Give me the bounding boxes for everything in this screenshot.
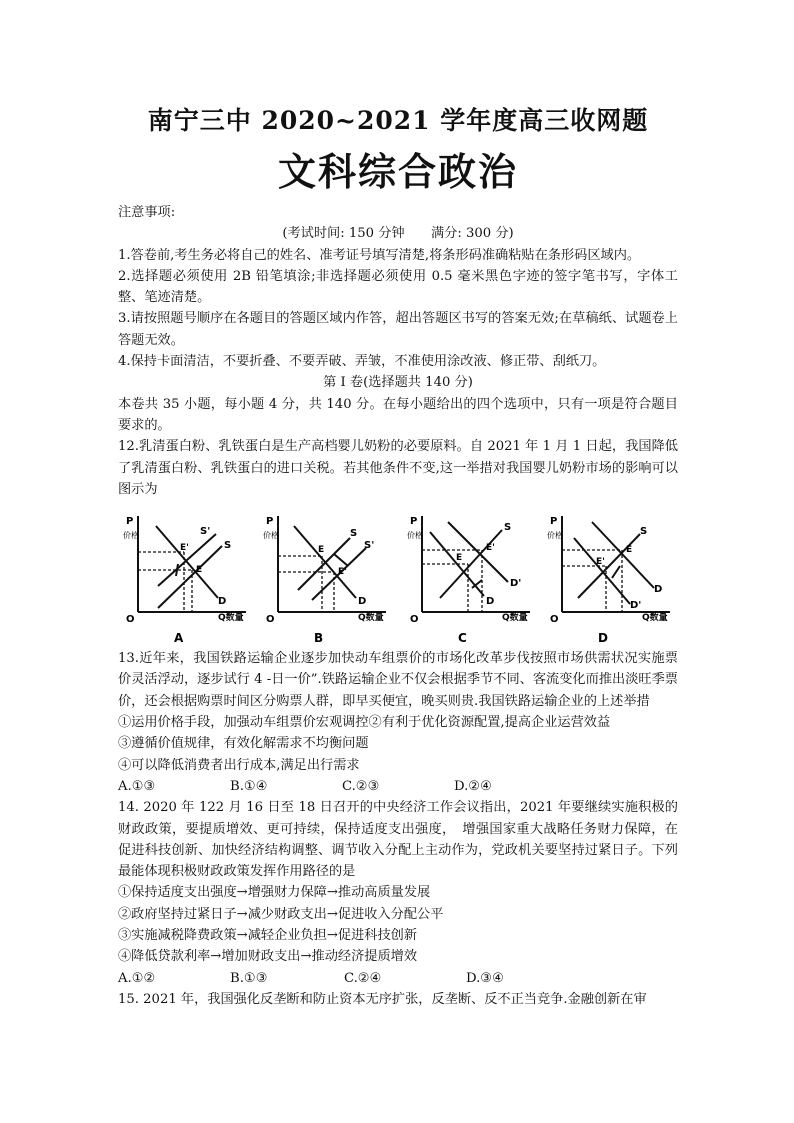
question-14-stem: 14. 2020 年 122 月 16 日至 18 日召开的中央经济工作会议指出，2021 年要继续实施积极的财政政策，要提质增效、更可持续，保持适度支出强度， 增强国家重大战略任务财力保障，在促进科技创新、加快经济结构调整、调节收入分配上主动作为，党政机关要坚持过紧日子。下列最能体现积极财政政策发挥作用路径的是 <box>118 800 678 880</box>
curve-label: D <box>654 584 663 596</box>
exam-subtitle: 文科综合政治 <box>277 149 518 194</box>
curve-label: D <box>358 596 367 608</box>
equilibrium-label: E' <box>338 567 347 578</box>
supply-demand-graph-b <box>258 504 396 646</box>
axis-price: 价格 <box>547 531 563 541</box>
q14-item: ①保持适度支出强度→增强财力保障→推动高质量发展 <box>118 885 431 901</box>
graph-label: A <box>174 631 184 646</box>
q14-option-a[interactable]: A.①② <box>118 970 156 986</box>
notice-heading: 注意事项: <box>118 205 176 220</box>
axis-price: 价格 <box>263 531 279 541</box>
equilibrium-label: E' <box>180 543 189 554</box>
q13-item: ①运用价格手段，加强动车组票价宏观调控②有利于优化资源配置,提高企业运营效益 <box>118 715 611 731</box>
exam-info: (考试时间: 150 分钟 满分: 300 分) <box>282 226 514 242</box>
axis-q: Q数量 <box>502 613 528 624</box>
axis-p: P <box>550 516 558 528</box>
q13-option-d[interactable]: D.②④ <box>454 778 492 794</box>
q13-options <box>118 776 678 797</box>
graph-label: C <box>458 631 467 646</box>
equilibrium-label: E <box>196 565 203 576</box>
curve-label: S' <box>200 526 211 538</box>
curve-label: S <box>350 528 358 540</box>
axis-p: P <box>410 516 418 528</box>
axis-q: Q数量 <box>642 613 668 624</box>
q14-option-c[interactable]: C.②④ <box>344 970 382 986</box>
equilibrium-label: E <box>318 545 325 556</box>
curve-label: S <box>640 526 648 538</box>
origin: O <box>410 614 419 626</box>
curve-label: D' <box>510 578 522 590</box>
axis-price: 价格 <box>407 531 423 541</box>
graph-label: D <box>598 631 608 646</box>
axis-p: P <box>266 516 274 528</box>
axis-p: P <box>126 516 134 528</box>
equilibrium-label: E <box>456 553 463 564</box>
section-intro: 本卷共 35 小题，每小题 4 分，共 140 分。在每小题给出的四个选项中，只有一项是符合题目要求的。 <box>118 396 678 433</box>
notice-item: 3.请按照题号顺序在各题目的答题区域内作答，超出答题区书写的答案无效;在草稿纸、试题卷上答题无效。 <box>118 311 678 348</box>
q13-item: ③遵循价值规律，有效化解需求不均衡问题 <box>118 736 369 752</box>
graph-c <box>402 504 540 646</box>
axis-q: Q数量 <box>218 613 244 624</box>
exam-page <box>118 98 678 1010</box>
curve-label: D' <box>630 600 642 612</box>
q14-option-d[interactable]: D.③④ <box>466 970 504 986</box>
question-15-stem: 15. 2021 年，我国强化反垄断和防止资本无序扩张，反垄断、反不正当竞争.金融创新在审 <box>118 991 647 1007</box>
exam-title: 南宁三中 2020~2021 学年度高三收网题 <box>147 106 649 135</box>
equilibrium-label: E' <box>486 543 495 554</box>
curve-label: S <box>504 522 512 534</box>
curve-label: S <box>224 540 232 552</box>
q12-graphs <box>118 504 678 646</box>
section-title: 第 I 卷(选择题共 140 分) <box>323 375 473 391</box>
graph-label: B <box>314 631 324 646</box>
question-13-stem: 13.近年来，我国铁路运输企业逐步加快动车组票价的市场化改革步伐按照市场供需状况实施票价灵活浮动，逐步试行 4 -日一价”.铁路运输企业不仅会根据季节不同、客流变化而推出淡旺季票价，还会根据购票时间区分购票人群，即早买便宜，晚买则贵.我国铁路运输企业的上述举措 <box>118 651 678 709</box>
q14-item: ④降低贷款利率→增加财政支出→推动经济提质增效 <box>118 949 418 965</box>
notice-item: 4.保持卡面清洁，不要折叠、不要弄破、弄皱，不准使用涂改液、修正带、刮纸刀。 <box>118 354 606 370</box>
q13-item: ④可以降低消费者出行成本,满足出行需求 <box>118 757 360 773</box>
supply-demand-graph-a <box>118 504 256 646</box>
q13-option-c[interactable]: C.②③ <box>342 778 380 794</box>
curve-label: D <box>486 596 495 608</box>
graph-b <box>258 504 396 646</box>
supply-demand-graph-c <box>402 504 540 646</box>
q14-item: ③实施减税降费政策→减轻企业负担→促进科技创新 <box>118 928 418 944</box>
notice-item: 1.答卷前,考生务必将自己的姓名、准考证号填写清楚,将条形码准确粘贴在条形码区域内。 <box>118 247 641 263</box>
graph-d <box>542 504 680 646</box>
curve-label: S' <box>364 540 375 552</box>
axis-q: Q数量 <box>358 613 384 624</box>
curve-label: D <box>218 596 227 608</box>
q14-options <box>118 968 678 989</box>
q13-option-b[interactable]: B.①④ <box>230 778 268 794</box>
graph-a <box>118 504 256 646</box>
supply-demand-graph-d <box>542 504 680 646</box>
equilibrium-label: E <box>626 545 633 556</box>
notice-item: 2.选择题必须使用 2B 铅笔填涂;非选择题必须使用 0.5 毫米黑色字迹的签字笔书写，字体工整、笔迹清楚。 <box>118 268 678 306</box>
q13-option-a[interactable]: A.①③ <box>118 778 156 794</box>
origin: O <box>550 614 559 626</box>
equilibrium-label: E' <box>596 557 605 568</box>
axis-price: 价格 <box>123 531 139 541</box>
question-12-stem: 12.乳清蛋白粉、乳铁蛋白是生产高档婴儿奶粉的必要原料。自 2021 年 1 月 1 日起，我国降低了乳清蛋白粉、乳铁蛋白的进口关税。若其他条件不变,这一举措对我国婴儿奶粉市场的影响可以图示为 <box>118 439 678 497</box>
origin: O <box>126 614 135 626</box>
origin: O <box>266 614 275 626</box>
q14-option-b[interactable]: B.①③ <box>230 970 268 986</box>
q14-item: ②政府坚持过紧日子→减少财政支出→促进收入分配公平 <box>118 906 444 922</box>
